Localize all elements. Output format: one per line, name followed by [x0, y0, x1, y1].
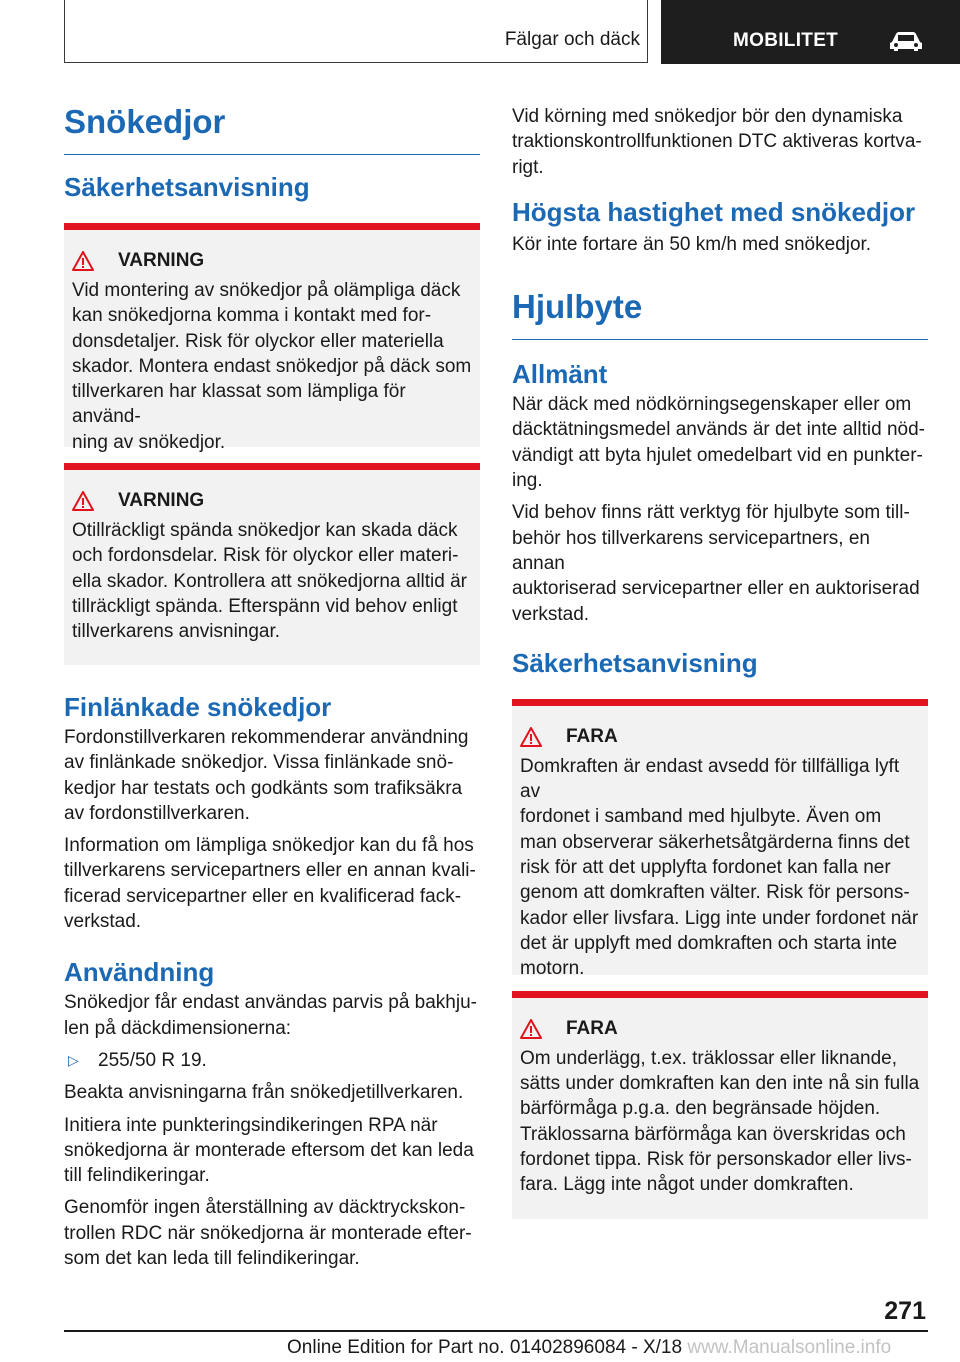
warning-text-line: kan snökedjorna komma i kontakt med for‐	[72, 305, 432, 327]
text-line: kedjor har testats och godkänts som trafiksäkra	[64, 777, 463, 799]
warning-box	[64, 223, 480, 453]
text-line: Snökedjor får endast användas parvis på bakhju‐	[64, 992, 477, 1014]
danger-box	[512, 991, 928, 1219]
warning-text-line: donsdetaljer. Risk för olyckor eller materiella	[72, 330, 444, 352]
text-line: tillverkarens servicepartners eller en annan kvali‐	[64, 860, 476, 882]
car-icon	[889, 29, 923, 53]
speed-text: Kör inte fortare än 50 km/h med snökedjor.	[512, 233, 872, 255]
left-column	[64, 98, 480, 1271]
text-line: verkstad.	[512, 603, 590, 625]
usage-paragraph: Beakta anvisningarna från snökedjetillverkaren.	[64, 1082, 464, 1104]
right-column	[512, 104, 928, 1219]
text-line: rigt.	[512, 156, 544, 178]
text-line: däcktätningsmedel används är det inte alltid nöd‐	[512, 419, 925, 441]
usage-paragraph	[64, 1195, 480, 1271]
text-line: av finlänkade snökedjor. Vissa finlänkade snö‐	[64, 752, 454, 774]
warning-triangle-icon	[520, 727, 542, 747]
general-heading: Allmänt	[512, 359, 608, 390]
warning-text-line: tillverkarens anvisningar.	[72, 621, 281, 643]
general-paragraph	[512, 500, 928, 626]
warning-box	[64, 463, 480, 665]
finlinked-paragraph	[64, 833, 480, 934]
text-line: Vid behov finns rätt verktyg för hjulbyte som till‐	[512, 502, 910, 524]
danger-text-line: motorn.	[520, 958, 585, 980]
general-paragraph	[512, 392, 928, 493]
text-line: av fordonstillverkaren.	[64, 802, 250, 824]
text-line: Information om lämpliga snökedjor kan du få hos	[64, 835, 474, 857]
page-title: Snökedjor	[64, 98, 480, 155]
list-item-text: 255/50 R 19.	[98, 1049, 207, 1071]
usage-heading: Användning	[64, 957, 215, 988]
edition-text: Online Edition for Part no. 01402896084 - X/18	[287, 1337, 683, 1358]
warning-text-line: tillverkaren har klassat som lämpliga för använd‐	[72, 381, 406, 428]
footer-text	[287, 1337, 891, 1359]
text-line: ing.	[512, 470, 543, 492]
danger-text-line: fordonet tippa. Risk för personskador eller livs‐	[520, 1149, 912, 1171]
text-line: När däck med nödkörningsegenskaper eller om	[512, 394, 912, 416]
danger-text-line: det är upplyft med domkraften och starta inte	[520, 932, 898, 954]
warning-label: VARNING	[118, 250, 205, 271]
text-line: Fordonstillverkaren rekommenderar användning	[64, 727, 469, 748]
text-line: Genomför ingen återställning av däcktryckskon‐	[64, 1197, 466, 1219]
text-line: snökedjorna är monterade eftersom det kan leda	[64, 1139, 474, 1161]
text-line: trollen RDC när snökedjorna är monterade efter‐	[64, 1222, 472, 1244]
safety-heading: Säkerhetsanvisning	[64, 172, 310, 202]
list-item	[64, 1048, 480, 1073]
text-line: traktionskontrollfunktionen DTC aktiveras kortva‐	[512, 131, 922, 153]
danger-text-line: Om underlägg, t.ex. träklossar eller liknande,	[520, 1047, 898, 1069]
header-chapter-tab	[661, 0, 960, 64]
warning-text-line: skador. Montera endast snökedjor på däck som	[72, 355, 472, 377]
header-section-title: Fälgar och däck	[504, 29, 640, 50]
warning-triangle-icon	[520, 1019, 542, 1039]
danger-text-line: fara. Lägg inte något under domkraften.	[520, 1174, 854, 1196]
usage-intro	[64, 990, 480, 1041]
text-line: till felindikeringar.	[64, 1165, 210, 1187]
text-line: Vid körning med snökedjor bör den dynamiska	[512, 106, 903, 127]
warning-text-line: Vid montering av snökedjor på olämpliga däck	[72, 280, 461, 301]
triangle-bullet-icon: ▷	[68, 1051, 79, 1068]
danger-text-line: genom att domkraften välter. Risk för persons‐	[520, 882, 910, 904]
usage-paragraph	[64, 1113, 480, 1189]
warning-triangle-icon	[72, 491, 94, 511]
warning-label: VARNING	[118, 490, 205, 511]
danger-label: FARA	[566, 725, 618, 747]
safety-heading: Säkerhetsanvisning	[512, 647, 758, 678]
danger-box	[512, 699, 928, 980]
text-line: Initiera inte punkteringsindikeringen RPA när	[64, 1114, 438, 1136]
danger-text-line: bärförmåga p.g.a. den begränsade höjden.	[520, 1098, 881, 1120]
header-chapter-label: MOBILITET	[733, 30, 839, 51]
text-line: behör hos tillverkarens servicepartners, en annan	[512, 527, 871, 574]
danger-text-line: fordonet i samband med hjulbyte. Även om	[520, 806, 882, 828]
text-line: ficerad servicepartner eller en kvalificerad fack‐	[64, 885, 462, 907]
speed-heading: Högsta hastighet med snökedjor	[512, 196, 916, 227]
finlinked-paragraph	[64, 725, 480, 826]
danger-text-line: Träklossarna bärförmåga kan överskridas och	[520, 1123, 906, 1145]
wheel-change-title: Hjulbyte	[512, 283, 928, 340]
danger-text-line: risk för att det upplyfta fordonet kan falla ner	[520, 857, 891, 879]
danger-label: FARA	[566, 1017, 618, 1039]
danger-text-line: kador eller livsfara. Ligg inte under fordonet när	[520, 907, 919, 929]
finlinked-heading: Finlänkade snökedjor	[64, 692, 332, 722]
danger-text-line: Domkraften är endast avsedd för tillfälliga lyft av	[520, 755, 900, 803]
text-line: auktoriserad servicepartner eller en auktoriserad	[512, 578, 920, 600]
page-header	[64, 0, 960, 66]
warning-triangle-icon	[72, 251, 94, 271]
warning-text-line: och fordonsdelar. Risk för olyckor eller materi‐	[72, 545, 459, 567]
page-number: 271	[884, 1297, 926, 1325]
warning-text-line: ella skador. Kontrollera att snökedjorna alltid är	[72, 570, 468, 592]
danger-text-line: man observerar säkerhetsåtgärderna finns det	[520, 831, 910, 853]
watermark-text: www.Manualsonline.info	[687, 1337, 892, 1358]
text-line: vändigt att byta hjulet omedelbart vid en punkter‐	[512, 444, 923, 466]
text-line: len på däckdimensionerna:	[64, 1017, 292, 1039]
danger-text-line: sätts under domkraften kan den inte nå sin fulla	[520, 1073, 920, 1095]
text-line: verkstad.	[64, 911, 142, 933]
footer-divider	[64, 1330, 928, 1332]
text-line: som det kan leda till felindikeringar.	[64, 1248, 360, 1270]
warning-text-line: tillräckligt spända. Efterspänn vid behov enligt	[72, 595, 458, 617]
warning-text-line: Otillräckligt spända snökedjor kan skada däck	[72, 520, 458, 541]
warning-text-line: ning av snökedjor.	[72, 431, 226, 453]
dtc-paragraph	[512, 104, 928, 180]
